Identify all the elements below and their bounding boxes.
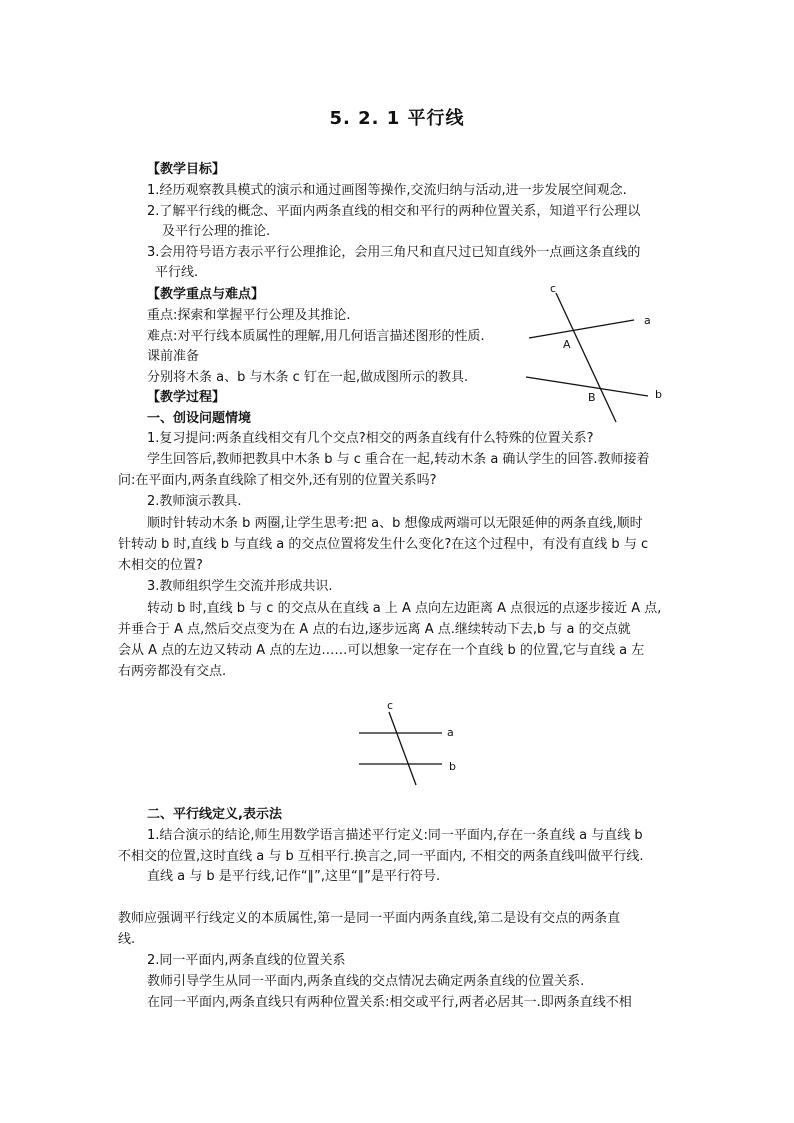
label-a: a — [644, 314, 651, 327]
teaching-aid-figure — [520, 280, 670, 425]
paragraph-line: 3.教师组织学生交流并形成共识. — [147, 579, 333, 594]
paragraph-line: 问:在平面内,两条直线除了相交外,还有别的位置关系吗? — [118, 473, 437, 488]
label-b: b — [655, 388, 662, 401]
goal-line: 1.经历观察教具模式的演示和通过画图等操作,交流归纳与活动,进一步发展空间观念. — [147, 183, 627, 198]
label-a: a — [447, 726, 454, 739]
paragraph-line: 直线 a 与 b 是平行线,记作“∥”,这里“∥”是平行符号. — [147, 869, 441, 884]
paragraph-line: 教师引导学生从同一平面内,两条直线的交点情况去确定两条直线的位置关系. — [147, 974, 585, 989]
paragraph-line: 针转动 b 时,直线 b 与直线 a 的交点位置将发生什么变化?在这个过程中，有没有直线 b 与 c — [118, 537, 649, 552]
label-b: b — [449, 760, 456, 773]
goal-line: 平行线. — [155, 265, 199, 280]
label-c: c — [550, 282, 557, 295]
paragraph-line: 在同一平面内,两条直线只有两种位置关系:相交或平行,两者必居其一.即两条直线不相 — [147, 995, 632, 1010]
part2-heading: 二、平行线定义,表示法 — [147, 807, 282, 822]
paragraph-line: 会从 A 点的左边又转动 A 点的左边……可以想象一定存在一个直线 b 的位置,它与直线 a 左 — [118, 643, 645, 658]
paragraph-line: 2.同一平面内,两条直线的位置关系 — [147, 953, 346, 968]
paragraph-line: 并垂合于 A 点,然后交点变为在 A 点的右边,逐步远离 A 点.继续转动下去,b 与 a 的交点就 — [118, 622, 631, 637]
paragraph-line: 1.复习提问:两条直线相交有几个交点?相交的两条直线有什么特殊的位置关系? — [147, 431, 594, 446]
goal-line: 及平行公理的推论. — [162, 224, 271, 239]
paragraph-line: 1.结合演示的结论,师生用数学语言描述平行定义:同一平面内,存在一条直线 a 与直线 b — [147, 828, 643, 843]
line-b — [526, 377, 648, 396]
goal-line: 2.了解平行线的概念、平面内两条直线的相交和平行的两种位置关系，知道平行公理以 — [147, 204, 641, 219]
goal-line: 3.会用符号语方表示平行公理推论，会用三角尺和直尺过已知直线外一点画这条直线的 — [147, 245, 641, 260]
parallel-lines-figure — [356, 698, 466, 786]
paragraph-line: 木相交的位置? — [118, 558, 203, 573]
paragraph-line: 右两旁都没有交点. — [118, 664, 227, 679]
key-point: 重点:探索和掌握平行公理及其推论. — [147, 308, 351, 323]
label-B: B — [588, 391, 596, 404]
paragraph-line: 教师应强调平行线定义的本质属性,第一是同一平面内两条直线,第二是设有交点的两条直 — [118, 911, 621, 926]
paragraph-line: 线. — [118, 932, 136, 947]
label-A: A — [563, 338, 571, 351]
section-heading-process: 【教学过程】 — [147, 390, 226, 405]
paragraph-line: 2.教师演示教具. — [147, 494, 242, 509]
difficulty: 难点:对平行线本质属性的理解,用几何语言描述图形的性质. — [147, 329, 485, 344]
paragraph-line: 学生回答后,教师把教具中木条 b 与 c 重合在一起,转动木条 a 确认学生的回答.教师接着 — [147, 452, 650, 467]
prep-heading: 课前准备 — [147, 349, 200, 364]
line-c — [556, 293, 616, 422]
prep-text: 分别将木条 a、b 与木条 c 钉在一起,做成图所示的教具. — [147, 370, 469, 385]
line-a — [529, 320, 634, 338]
part1-heading: 一、创设问题情境 — [147, 411, 252, 426]
line-c — [389, 712, 416, 785]
paragraph-line: 顺时针转动木条 b 两圈,让学生思考:把 a、b 想像成两端可以无限延伸的两条直线,顺时 — [147, 516, 643, 531]
section-heading-keypoints: 【教学重点与难点】 — [147, 287, 265, 302]
page-title: 5. 2. 1 平行线 — [329, 108, 465, 129]
paragraph-line: 转动 b 时,直线 b 与 c 的交点从在直线 a 上 A 点向左边距离 A 点很远的点逐步接近 A 点, — [147, 601, 662, 616]
label-c: c — [387, 699, 394, 712]
section-heading-goals: 【教学目标】 — [147, 162, 226, 177]
paragraph-line: 不相交的位置,这时直线 a 与 b 互相平行.换言之,同一平面内, 不相交的两条直线叫做平行线. — [118, 849, 644, 864]
